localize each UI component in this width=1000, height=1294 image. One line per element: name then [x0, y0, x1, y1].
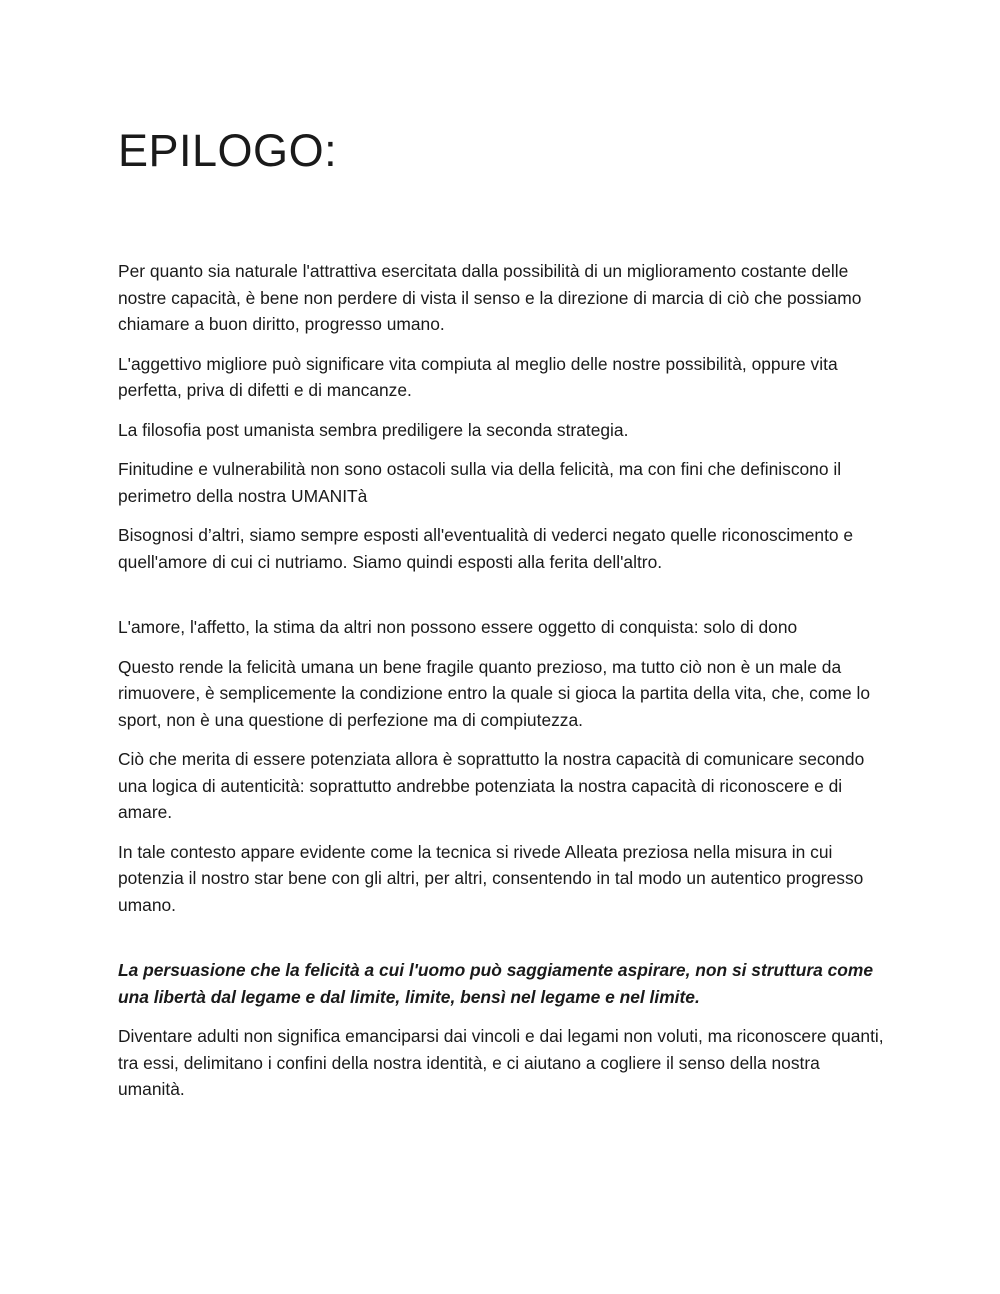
paragraph-3: La filosofia post umanista sembra prediligere la seconda strategia. [118, 419, 629, 440]
page-title: EPILOGO: [118, 125, 338, 176]
paragraph-9: In tale contesto appare evidente come la tecnica si rivede Alleata preziosa nella misura in cui potenzia il nostro star bene con gli altri, per altri, consentendo in tal modo un autentico progresso umano. [118, 841, 864, 915]
paragraph-5: Bisognosi d’altri, siamo sempre esposti all'eventualità di vederci negato quelle riconoscimento e quell'amore di cui ci nutriamo. Siamo quindi esposti alla ferita dell'altro. [118, 525, 854, 572]
paragraph-7: Questo rende la felicità umana un bene fragile quanto prezioso, ma tutto ciò non è un male da rimuovere, è semplicemente la condizione entro la quale si gioca la partita della vita, che, come lo sport, non è una questione di perfezione ma di compiutezza. [118, 656, 871, 730]
paragraph-2: L'aggettivo migliore può significare vita compiuta al meglio delle nostre possibilità, oppure vita perfetta, priva di difetti e di mancanze. [118, 353, 838, 400]
paragraph-4: Finitudine e vulnerabilità non sono ostacoli sulla via della felicità, ma con fini che definiscono il perimetro della nostra UMANITà [118, 459, 842, 506]
paragraph-1: Per quanto sia naturale l'attrattiva esercitata dalla possibilità di un miglioramento costante delle nostre capacità, è bene non perdere di vista il senso e la direzione di marcia di ciò che possiamo chiamare a buon diritto, progresso umano. [118, 261, 862, 334]
document-body [118, 258, 888, 1116]
paragraph-6: L'amore, l'affetto, la stima da altri non possono essere oggetto di conquista: solo di dono [118, 617, 798, 637]
paragraph-8: Ciò che merita di essere potenziata allora è soprattutto la nostra capacità di comunicare secondo una logica di autenticità: soprattutto andrebbe potenziata la nostra capacità di riconoscere e di amare. [118, 749, 865, 822]
emphasis-paragraph: La persuasione che la felicità a cui l'uomo può saggiamente aspirare, non si struttura come una libertà dal legame e dal limite, limite, bensì nel legame e nel limite. [118, 960, 874, 1007]
paragraph-11: Diventare adulti non significa emanciparsi dai vincoli e dai legami non voluti, ma riconoscere quanti, tra essi, delimitano i confini della nostra identità, e ci aiutano a cogliere il senso della nostra umanità. [118, 1026, 884, 1099]
